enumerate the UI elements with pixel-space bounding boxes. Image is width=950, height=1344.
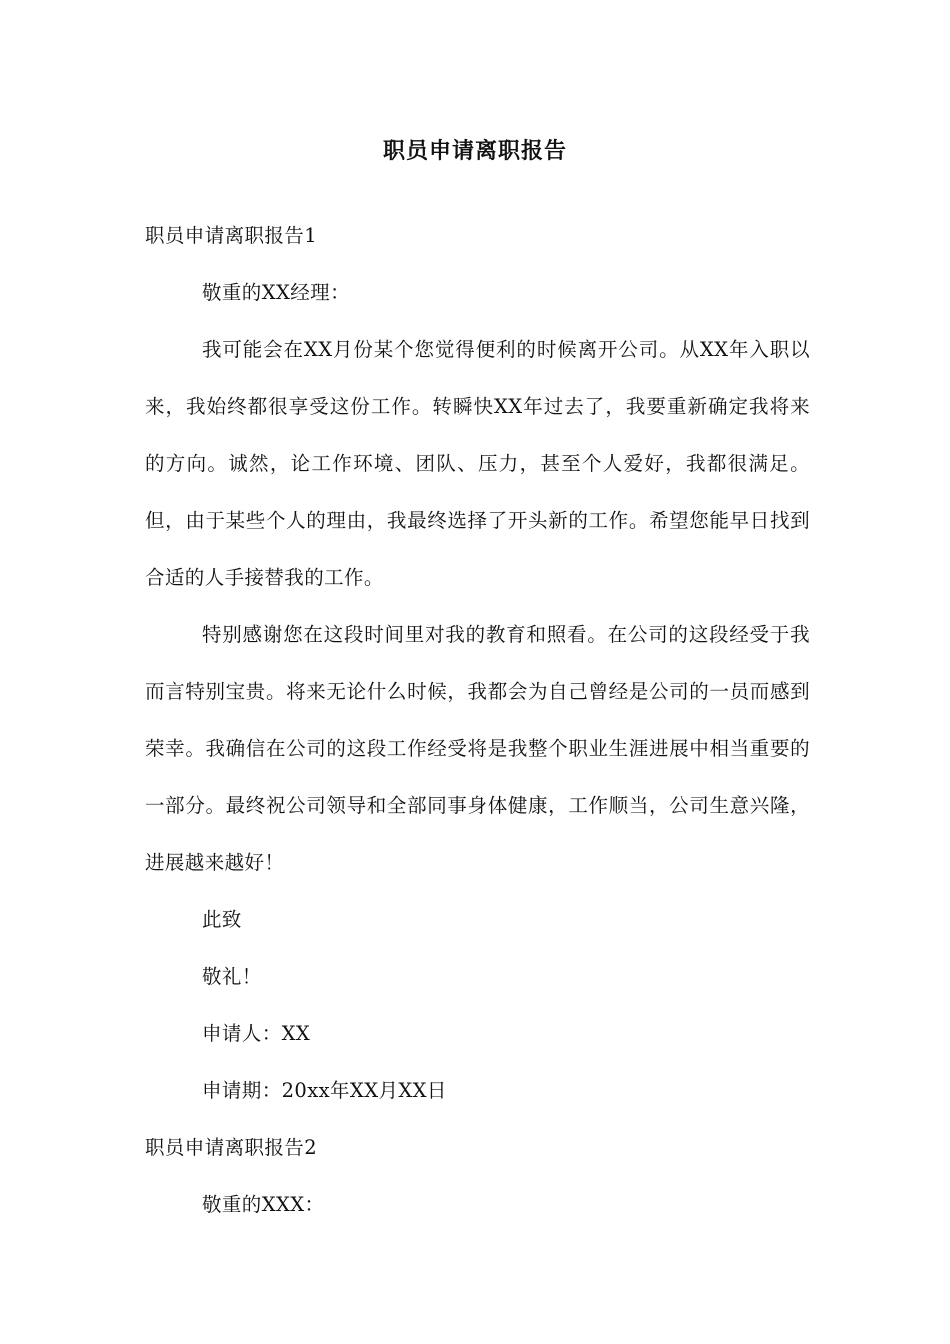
section-heading: 职员申请离职报告2: [145, 1136, 318, 1159]
salutation: 敬重的XXX：: [202, 1193, 325, 1216]
applicant-line: 申请人：XX: [202, 1022, 311, 1045]
salutation: 敬重的XX经理：: [202, 281, 350, 304]
document-title: 职员申请离职报告: [382, 139, 567, 164]
document-body: [145, 207, 810, 1233]
closing-line: 此致: [202, 908, 242, 931]
date-line: 申请期：20xx年XX月XX日: [202, 1079, 447, 1102]
section-heading: 职员申请离职报告1: [145, 224, 318, 247]
body-paragraph: 我可能会在XX月份某个您觉得便利的时候离开公司。从XX年入职以来，我始终都很享受这份工作。转瞬快XX年过去了，我要重新确定我将来的方向。诚然，论工作环境、团队、压力，甚至个人爱好，我都很满足。但，由于某些个人的理由，我最终选择了开头新的工作。希望您能早日找到合适的人手接替我的工作。: [145, 338, 810, 589]
body-paragraph: 特别感谢您在这段时间里对我的教育和照看。在公司的这段经受于我而言特别宝贵。将来无论什么时候，我都会为自己曾经是公司的一员而感到荣幸。我确信在公司的这段工作经受将是我整个职业生涯进展中相当重要的一部分。最终祝公司领导和全部同事身体健康，工作顺当，公司生意兴隆，进展越来越好！: [145, 623, 810, 874]
closing-salute: 敬礼！: [202, 965, 262, 988]
